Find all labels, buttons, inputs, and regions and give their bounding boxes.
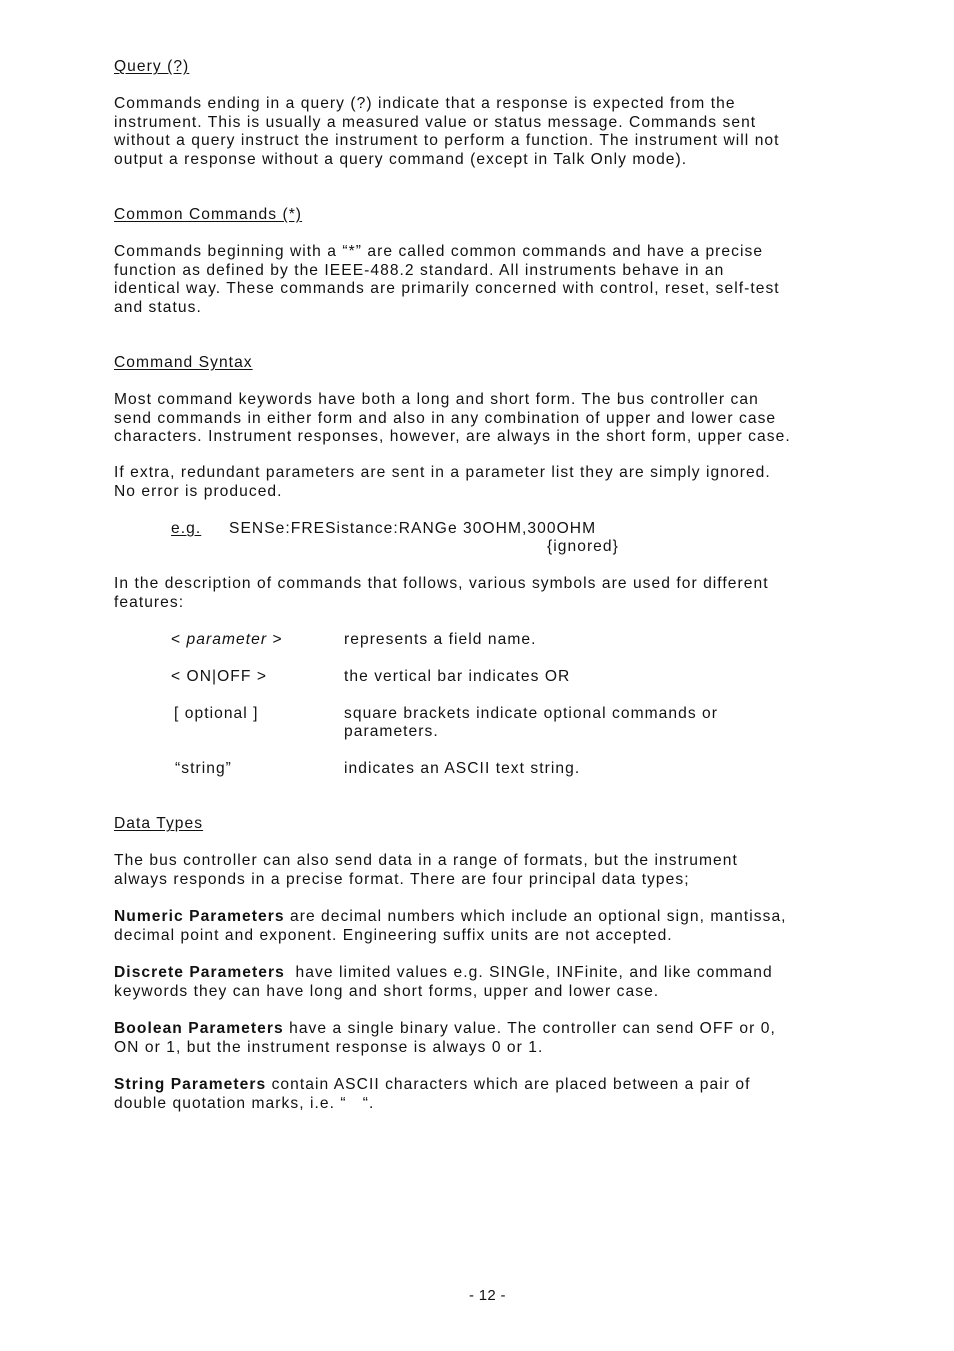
data-type-boolean	[114, 1020, 874, 1057]
section-heading-common-commands: Common Commands (*)	[114, 206, 303, 223]
symbol-optional: [ optional ]	[174, 705, 259, 722]
data-type-text: have limited values e.g. SINGle, INFinite, and like command	[284, 964, 773, 981]
page-number: - 12 -	[469, 1287, 506, 1304]
text-line: ON or 1, but the instrument response is always 0 or 1.	[114, 1038, 544, 1056]
text-line: If extra, redundant parameters are sent in a parameter list they are simply ignored.	[114, 464, 771, 481]
example-command: SENSe:FRESistance:RANGe 30OHM,300OHM	[229, 520, 597, 537]
text-line: output a response without a query command (except in Talk Only mode).	[114, 150, 688, 168]
query-paragraph	[114, 95, 874, 169]
text-line: identical way. These commands are primarily concerned with control, reset, self-test	[114, 280, 780, 297]
symbol-parameter	[171, 631, 283, 649]
text-line: instrument. This is usually a measured value or status message. Commands sent	[114, 113, 757, 131]
symbol-on-off: < ON|OFF >	[171, 668, 267, 685]
data-type-numeric	[114, 908, 874, 945]
text-line: function as defined by the IEEE-488.2 standard. All instruments behave in an	[114, 261, 725, 279]
section-heading-data-types: Data Types	[114, 815, 204, 832]
text-line: double quotation marks, i.e. “ “.	[114, 1094, 375, 1112]
data-type-discrete	[114, 964, 874, 1001]
symbol-description: the vertical bar indicates OR	[344, 668, 571, 685]
text-line: without a query instruct the instrument to perform a function. The instrument will not	[114, 132, 780, 149]
symbol-description: square brackets indicate optional commands or	[344, 705, 719, 722]
common-commands-paragraph	[114, 243, 874, 317]
symbol-description: indicates an ASCII text string.	[344, 760, 581, 777]
syntax-paragraph-3	[114, 575, 874, 612]
syntax-paragraph-1	[114, 391, 874, 447]
section-heading-query: Query (?)	[114, 58, 190, 75]
symbol-description: represents a field name.	[344, 631, 537, 648]
symbol-string: “string”	[175, 760, 232, 777]
data-type-text: contain ASCII characters which are placed between a pair of	[266, 1076, 751, 1093]
data-type-string	[114, 1076, 874, 1113]
data-type-term: Discrete Parameters	[114, 964, 285, 981]
text-line: decimal point and exponent. Engineering suffix units are not accepted.	[114, 926, 673, 944]
data-type-term: Boolean Parameters	[114, 1020, 284, 1037]
data-type-term: String Parameters	[114, 1076, 267, 1093]
text-line: keywords they can have long and short forms, upper and lower case.	[114, 982, 660, 1000]
data-type-term: Numeric Parameters	[114, 908, 285, 925]
text-line: Commands ending in a query (?) indicate that a response is expected from the	[114, 95, 736, 112]
text-line: The bus controller can also send data in a range of formats, but the instrument	[114, 852, 738, 869]
text-line: Commands beginning with a “*” are called common commands and have a precise	[114, 243, 764, 260]
symbol-post: >	[267, 631, 283, 648]
text-line: and status.	[114, 298, 202, 316]
text-line: Most command keywords have both a long and short form. The bus controller can	[114, 391, 759, 408]
example-note: {ignored}	[547, 538, 619, 555]
data-type-text: have a single binary value. The controller can send OFF or 0,	[283, 1020, 776, 1037]
symbol-pre: <	[171, 631, 187, 648]
text-line: characters. Instrument responses, however, are always in the short form, upper case.	[114, 428, 791, 445]
symbol-italic: parameter	[186, 631, 268, 648]
section-heading-command-syntax: Command Syntax	[114, 354, 253, 371]
text-line: In the description of commands that follows, various symbols are used for different	[114, 575, 769, 592]
data-types-intro	[114, 852, 874, 889]
symbol-description: parameters.	[344, 723, 439, 740]
syntax-paragraph-2	[114, 464, 874, 501]
text-line: always responds in a precise format. There are four principal data types;	[114, 870, 690, 888]
text-line: features:	[114, 593, 185, 611]
text-line: No error is produced.	[114, 482, 283, 500]
text-line: send commands in either form and also in any combination of upper and lower case	[114, 409, 777, 427]
example-label: e.g.	[171, 520, 202, 537]
data-type-text: are decimal numbers which include an optional sign, mantissa,	[284, 908, 787, 925]
